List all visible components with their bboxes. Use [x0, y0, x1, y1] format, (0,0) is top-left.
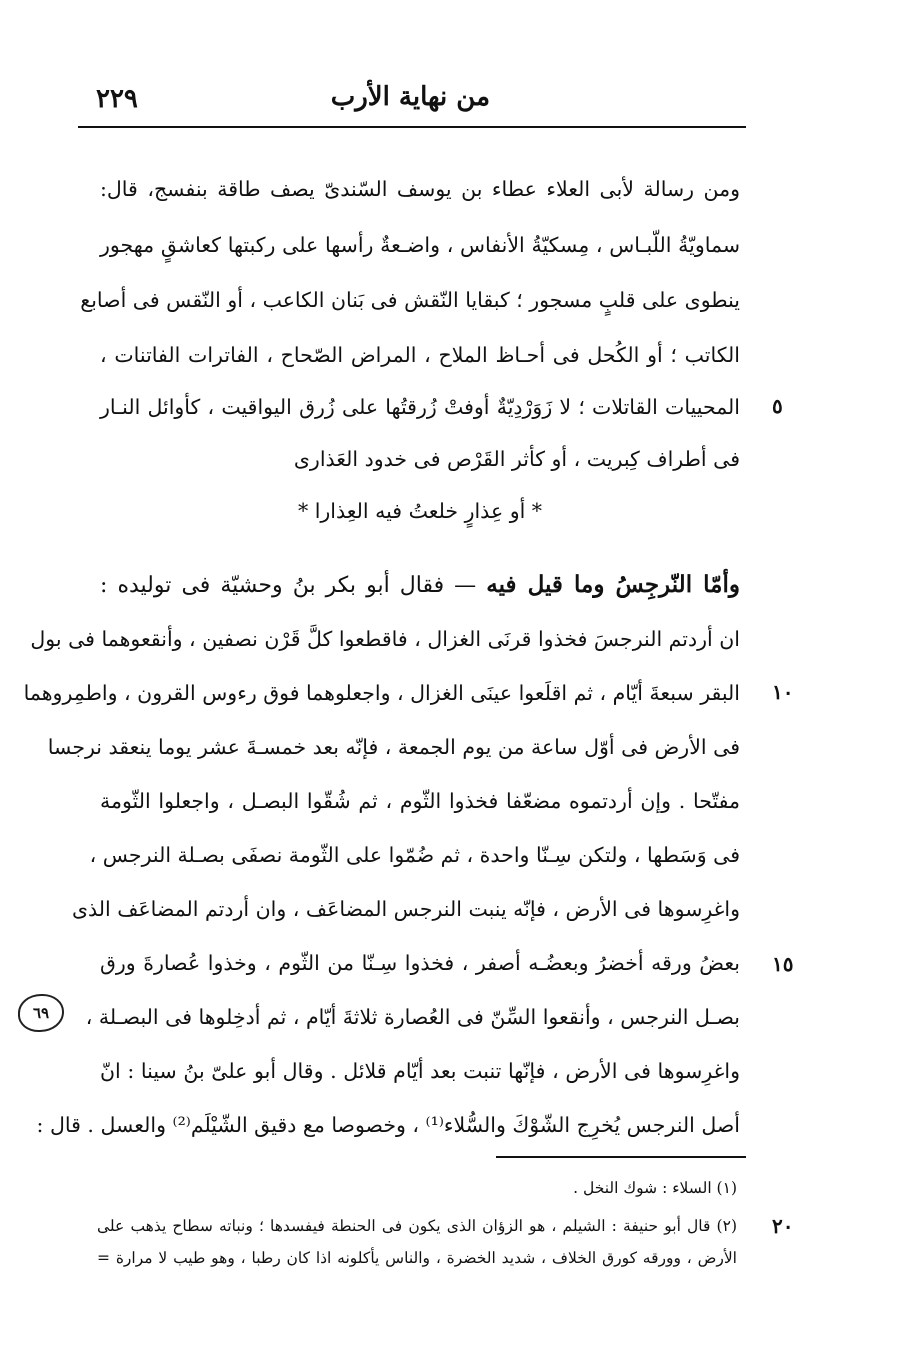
text-line: ان أردتم النرجسَ فخذوا قرنَى الغزال ، فاقطعوا كلَّ قَرْن نصفين ، وأنقعوهما فى بول — [30, 627, 740, 651]
section-heading: وأمّا النّرجِسُ وما قيل فيه — [486, 571, 740, 598]
line-number-marker: ٢٠ — [772, 1214, 794, 1238]
heading-continuation: — فقال أبو بكر بنُ وحشيّة فى توليده : — [100, 573, 477, 598]
text-line: فى وَسَطها ، ولتكن سِـنّا واحدة ، ثم ضُمّوا على الثّومة نصفَى بصـلة النرجس ، — [89, 843, 740, 867]
footnote-1: (١) السلاء : شوك النخل . — [573, 1179, 737, 1197]
text-line: البقر سبعةَ أيّام ، ثم اقلَعوا عينَى الغزال ، واجعلوهما فوق رءوس القرون ، واطمِروهما — [23, 681, 740, 705]
line-number-marker: ١٠ — [772, 680, 794, 704]
text-line: أصل النرجس يُخرِج الشّوْكَ والسُّلاء⁽¹⁾ ، وخصوصا مع دقيق الشّيْلَم⁽²⁾ والعسل . قال : — [36, 1113, 740, 1137]
library-stamp: ٦٩ — [18, 994, 64, 1032]
verse-line: * أو عِذارٍ خلعتُ فيه العِذارا * — [297, 499, 543, 523]
section-heading-line — [100, 570, 740, 601]
text-line: فى أطراف كِبريت ، أو كأثر القَرْص فى خدود العَذارى — [293, 447, 740, 471]
header-rule — [78, 126, 746, 128]
page-number: ٢٢٩ — [96, 84, 138, 114]
text-line: فى الأرض فى أوّل ساعة من يوم الجمعة ، فإنّه بعد خمسـةَ عشر يوما ينعقد نرجسا — [47, 735, 740, 759]
line-number-marker: ٥ — [772, 394, 783, 418]
running-title: من نهاية الأرب — [330, 82, 490, 112]
footnote-rule — [496, 1156, 746, 1158]
text-line: ومن رسالة لأبى العلاء عطاء بن يوسف السّندىّ يصف طاقة بنفسج، قال: — [100, 177, 740, 201]
text-line: الكاتب ؛ أو الكُحل فى أحـاظ الملاح ، المراض الصّحاح ، الفاترات الفاتنات ، — [100, 343, 740, 367]
text-line: ينطوى على قلبٍ مسجور ؛ كبقايا النّقش فى بَنان الكاعب ، أو النّقس فى أصابع — [80, 288, 740, 312]
text-line: مفتّحا . وإن أردتموه مضعّفا فخذوا الثّوم ، ثم شُقّوا البصـل ، واجعلوا الثّومة — [100, 789, 740, 813]
text-line: واغرِسوها فى الأرض ، فإنّها تنبت بعد أيّام قلائل . وقال أبو علىّ بنُ سينا : انّ — [100, 1059, 740, 1083]
text-line: سماويّةُ اللّبـاس ، مِسكيّةُ الأنفاس ، واضـعةٌ رأسها على ركبتها كعاشقٍ مهجور — [100, 233, 740, 257]
text-line: بعضُ ورقه أخضرُ وبعضُـه أصفر ، فخذوا سِـنّا من الثّوم ، وخذوا عُصارةَ ورق — [100, 951, 740, 975]
text-line: واغرِسوها فى الأرض ، فإنّه ينبت النرجس المضاعَف ، وان أردتم المضاعَف الذى — [71, 897, 740, 921]
line-number-marker: ١٥ — [772, 952, 794, 976]
text-line: المحييات القاتلات ؛ لا زَوَرْدِيّةٌ أوفتْ زُرقتُها على زُرق اليواقيت ، كأوائل النـار — [100, 395, 740, 419]
page-header — [78, 80, 746, 124]
footnote-2-line-2: الأرض ، وورقه كورق الخلاف ، شديد الخضرة ، والناس يأكلونه اذا كان رطبا ، وهو طيب لا مرارة = — [97, 1249, 737, 1267]
text-line: بصـل النرجس ، وأنقعوا السِّنّ فى العُصارة ثلاثةَ أيّام ، ثم أدخِلوها فى البصـلة ، — [85, 1005, 740, 1029]
footnote-2-line-1: (٢) قال أبو حنيفة : الشيلم ، هو الزؤان الذى يكون فى الحنطة فيفسدها ؛ ونباته سطاح يذهب على — [97, 1217, 737, 1235]
